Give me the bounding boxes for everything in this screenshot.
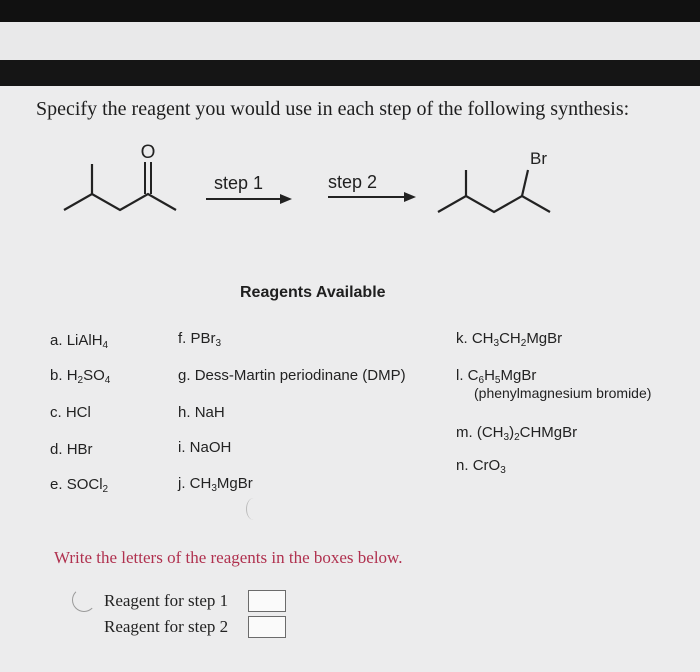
answer-row-step2: [104, 616, 286, 638]
answer-row-step1: [104, 590, 286, 612]
step1-arrow: [204, 192, 294, 206]
dark-band: [0, 60, 700, 86]
header-strip: [0, 22, 700, 60]
reagent-d: d. HBr: [50, 441, 93, 458]
reagent-j: j. $CH_3MgBr$: [178, 475, 253, 494]
stray-mark: [246, 498, 261, 520]
carbonyl-oxygen-label: O: [140, 142, 156, 163]
reagent-k: k. $CH_3CH_2MgBr$: [456, 330, 563, 349]
write-instruction: Write the letters of the reagents in the boxes below.: [54, 548, 403, 567]
step1-label: step 1: [214, 173, 264, 193]
step2-answer-input[interactable]: [248, 616, 286, 638]
reagent-f: f. PBr$_3$: [178, 330, 222, 349]
step2-answer-label: Reagent for step 2: [104, 617, 229, 636]
question-sheet: [0, 86, 700, 672]
reagent-l-note: (phenylmagnesium bromide): [474, 385, 652, 401]
reagent-g: g. Dess-Martin periodinane (DMP): [178, 367, 406, 384]
step2-label: step 2: [328, 172, 378, 192]
reagents-title: Reagents Available: [240, 284, 386, 301]
step2-arrow: [326, 190, 418, 204]
reagent-m: m. $(CH_3)_2CHMgBr$: [456, 424, 578, 443]
reagent-e: e. SOCl$_2$: [50, 476, 109, 495]
reagent-b: b. $H_2SO_4$: [50, 367, 111, 386]
product-structure: [428, 146, 578, 222]
question-text: Specify the reagent you would use in each step of the following synthesis:: [36, 98, 630, 120]
reagent-i: i. NaOH: [178, 439, 232, 456]
bromine-label: Br: [530, 149, 547, 168]
reagent-n: n. CrO$_3$: [456, 457, 506, 476]
reagent-c: c. HCl: [50, 404, 91, 421]
reagent-l: l. $C_6H_5MgBr$: [456, 367, 537, 386]
step1-answer-label: Reagent for step 1: [104, 591, 229, 610]
step1-answer-input[interactable]: [248, 590, 286, 612]
reagent-a: a. LiAlH$_4$: [50, 332, 109, 351]
partial-circle-icon: [72, 588, 96, 612]
starting-material-structure: [58, 138, 198, 222]
top-dark-bar: [0, 0, 700, 22]
reagent-h: h. NaH: [178, 404, 225, 421]
